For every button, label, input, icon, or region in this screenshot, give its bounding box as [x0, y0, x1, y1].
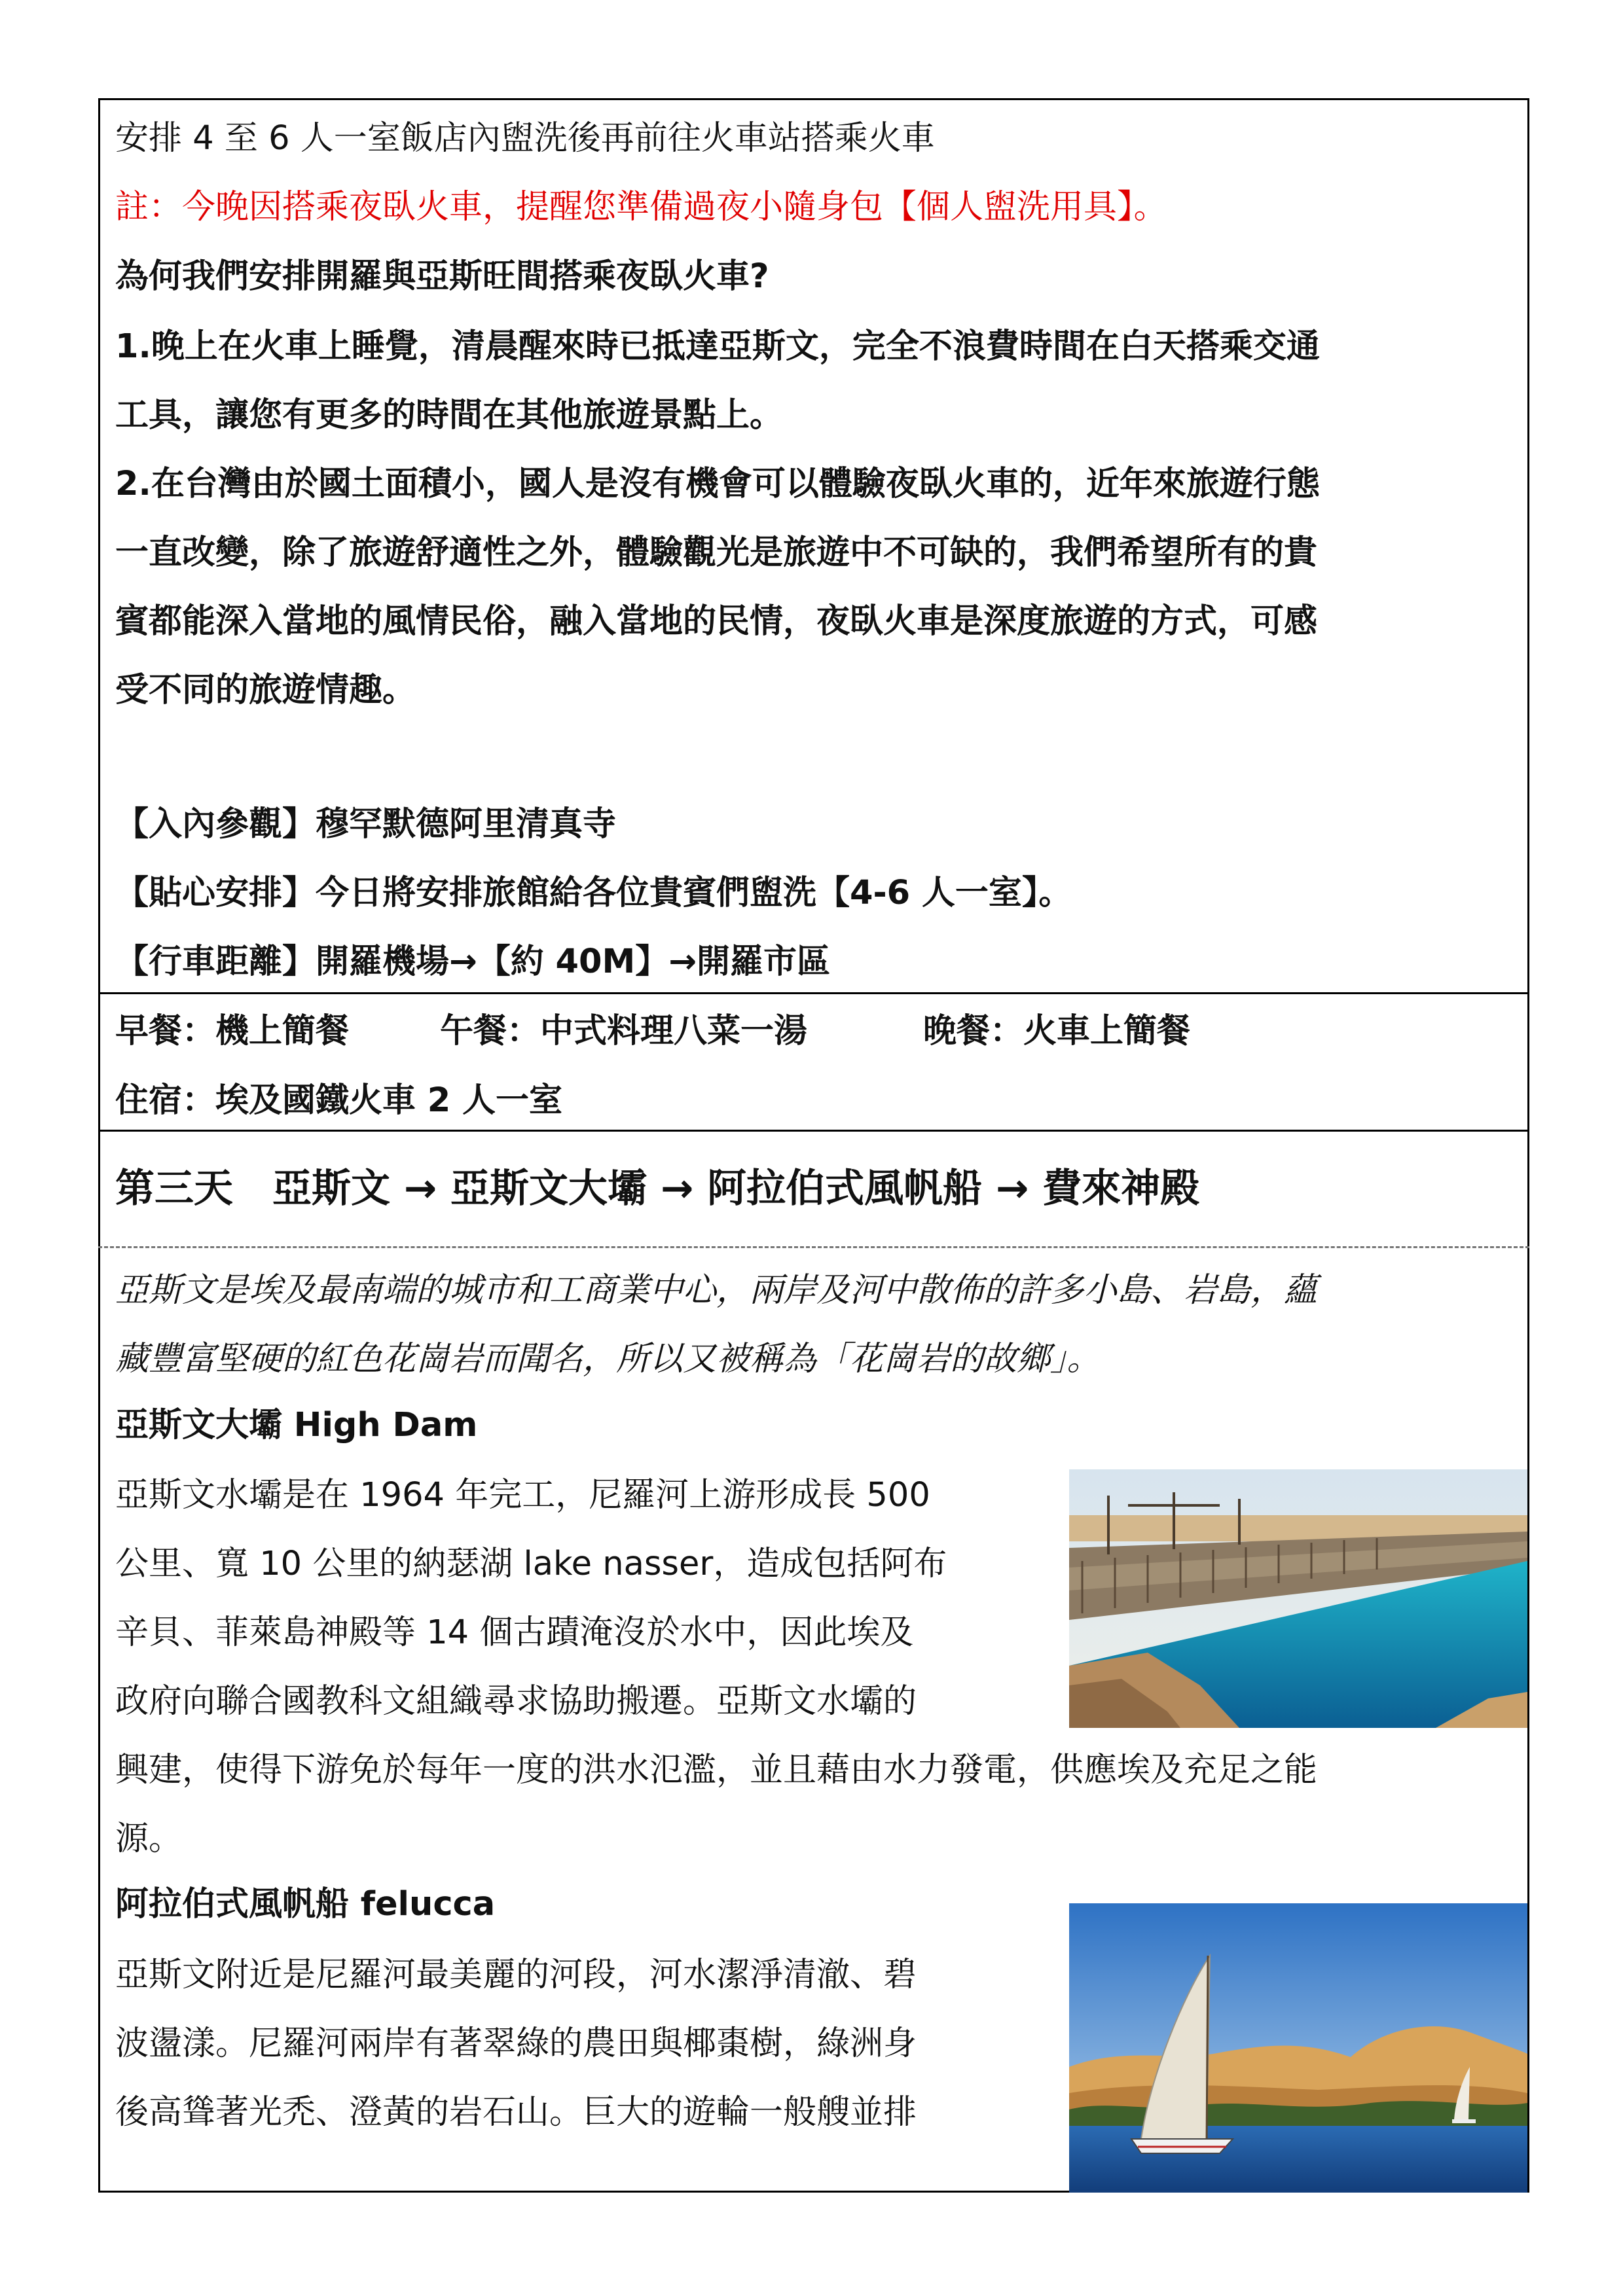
felucca-line-3: 後高聳著光禿、澄黃的岩石山。巨大的遊輪一般艘並排 — [115, 2093, 917, 2132]
dam-line-2: 公里、寬 10 公里的納瑟湖 lake nasser，造成包括阿布 — [115, 1545, 947, 1583]
visit-mosque: 【入內參觀】穆罕默德阿里清真寺 — [115, 805, 617, 844]
dam-line-1: 亞斯文水壩是在 1964 年完工，尼羅河上游形成長 500 — [115, 1476, 930, 1515]
felucca-line-1: 亞斯文附近是尼羅河最美麗的河段，河水潔淨清澈、碧 — [115, 1956, 917, 1994]
high-dam-heading: 亞斯文大壩 High Dam — [115, 1406, 478, 1444]
arrangement-text: 安排 4 至 6 人一室飯店內盥洗後再前往火車站搭乘火車 — [115, 119, 935, 158]
aswan-intro-line-2: 藏豐富堅硬的紅色花崗岩而聞名，所以又被稱為「花崗岩的故鄉」。 — [115, 1340, 1101, 1378]
high-dam-photo — [1069, 1469, 1527, 1728]
reason-1-line-1: 1.晚上在火車上睡覺，清晨醒來時已抵達亞斯文，完全不浪費時間在白天搭乘交通 — [115, 327, 1320, 366]
row-divider — [98, 1130, 1529, 1132]
dam-line-6: 源。 — [115, 1820, 183, 1858]
aswan-intro-line-1: 亞斯文是埃及最南端的城市和工商業中心，兩岸及河中散佈的許多小島、岩島，蘊 — [115, 1271, 1318, 1310]
day-3-title: 第三天 亞斯文 → 亞斯文大壩 → 阿拉伯式風帆船 → 費來神殿 — [115, 1166, 1200, 1211]
why-train-title: 為何我們安排開羅與亞斯旺間搭乘夜臥火車? — [115, 257, 769, 296]
lodging: 住宿：埃及國鐵火車 2 人一室 — [115, 1081, 562, 1120]
reason-2-line-2: 一直改變，除了旅遊舒適性之外，體驗觀光是旅遊中不可缺的，我們希望所有的貴 — [115, 533, 1318, 572]
reason-2-line-1: 2.在台灣由於國土面積小，國人是沒有機會可以體驗夜臥火車的，近年來旅遊行態 — [115, 465, 1320, 503]
dam-line-4: 政府向聯合國教科文組織尋求協助搬遷。亞斯文水壩的 — [115, 1682, 917, 1721]
dinner: 晚餐：火車上簡餐 — [923, 1012, 1191, 1050]
reason-2-line-4: 受不同的旅遊情趣。 — [115, 671, 416, 709]
dam-line-3: 辛貝、菲萊島神殿等 14 個古蹟淹沒於水中，因此埃及 — [115, 1613, 914, 1652]
care-arrangement: 【貼心安排】今日將安排旅館給各位貴賓們盥洗【4-6 人一室】。 — [115, 874, 1072, 912]
felucca-line-2: 波盪漾。尼羅河兩岸有著翠綠的農田與椰棗樹，綠洲身 — [115, 2024, 917, 2063]
row-divider — [98, 992, 1529, 994]
felucca-heading: 阿拉伯式風帆船 felucca — [115, 1885, 496, 1924]
reason-1-line-2: 工具，讓您有更多的時間在其他旅遊景點上。 — [115, 396, 784, 435]
lunch: 午餐：中式料理八菜一湯 — [440, 1012, 808, 1050]
overnight-note: 註：今晚因搭乘夜臥火車，提醒您準備過夜小隨身包【個人盥洗用具】。 — [115, 188, 1167, 226]
felucca-photo — [1069, 1903, 1527, 2193]
breakfast: 早餐：機上簡餐 — [115, 1012, 350, 1050]
reason-2-line-3: 賓都能深入當地的風情民俗，融入當地的民情，夜臥火車是深度旅遊的方式，可感 — [115, 602, 1318, 641]
dashed-divider — [98, 1246, 1529, 1248]
dam-line-5: 興建，使得下游免於每年一度的洪水氾濫，並且藉由水力發電，供應埃及充足之能 — [115, 1751, 1318, 1789]
driving-distance: 【行車距離】開羅機場→【約 40M】→開羅市區 — [115, 942, 830, 981]
